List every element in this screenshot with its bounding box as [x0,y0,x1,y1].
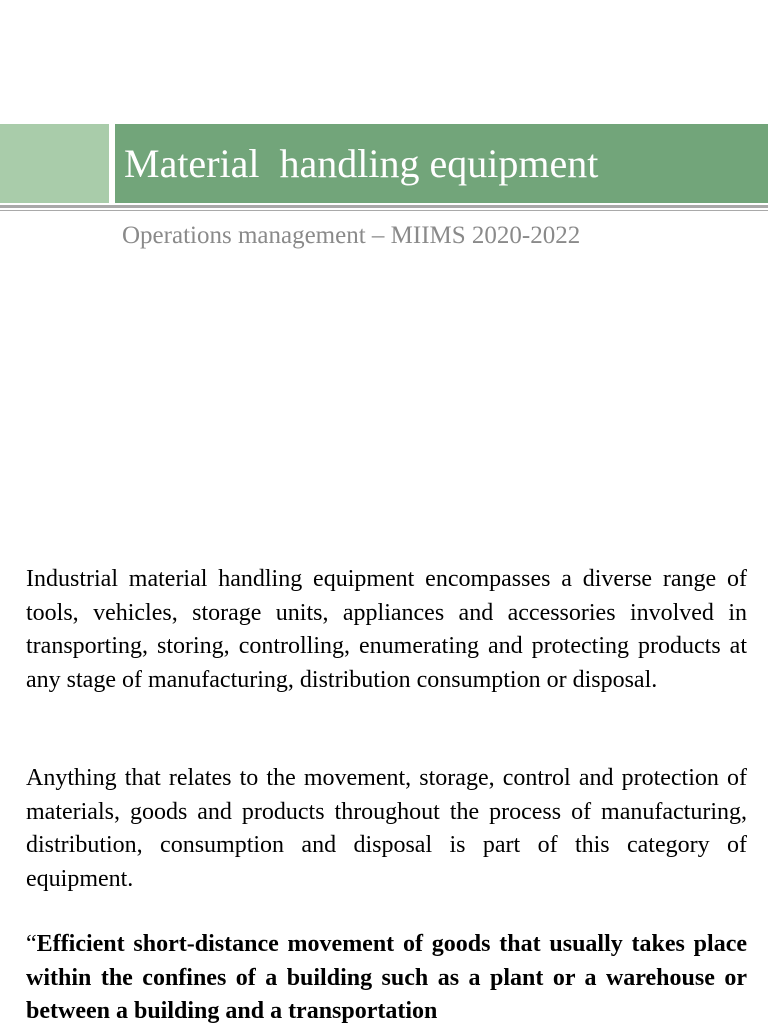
page-subtitle: Operations management – MIIMS 2020-2022 [122,222,581,249]
title-accent-block [0,124,109,203]
opening-quote-mark: “ [26,931,37,957]
quote-text: Efficient short-distance movement of goods that usually takes place within the confines of a building such as a plant or a warehouse or between a building and a transportation [26,931,747,1024]
page-title: Material handling equipment [124,141,599,186]
body-paragraph-scope: Anything that relates to the movement, storage, control and protection of materials, goods and products throughout the process of manufacturing, distribution, consumption and disposal is part of this category of equipment. [26,765,747,892]
body-paragraph-quote [26,928,747,1029]
title-divider-thin [0,210,768,211]
body-paragraph-definition: Industrial material handling equipment encompasses a diverse range of tools, vehicles, storage units, appliances and accessories involved in transporting, storing, controlling, enumerating and protecting products at any stage of manufacturing, distribution consumption or disposal. [26,566,747,693]
title-divider [0,205,768,208]
title-band [115,124,768,203]
